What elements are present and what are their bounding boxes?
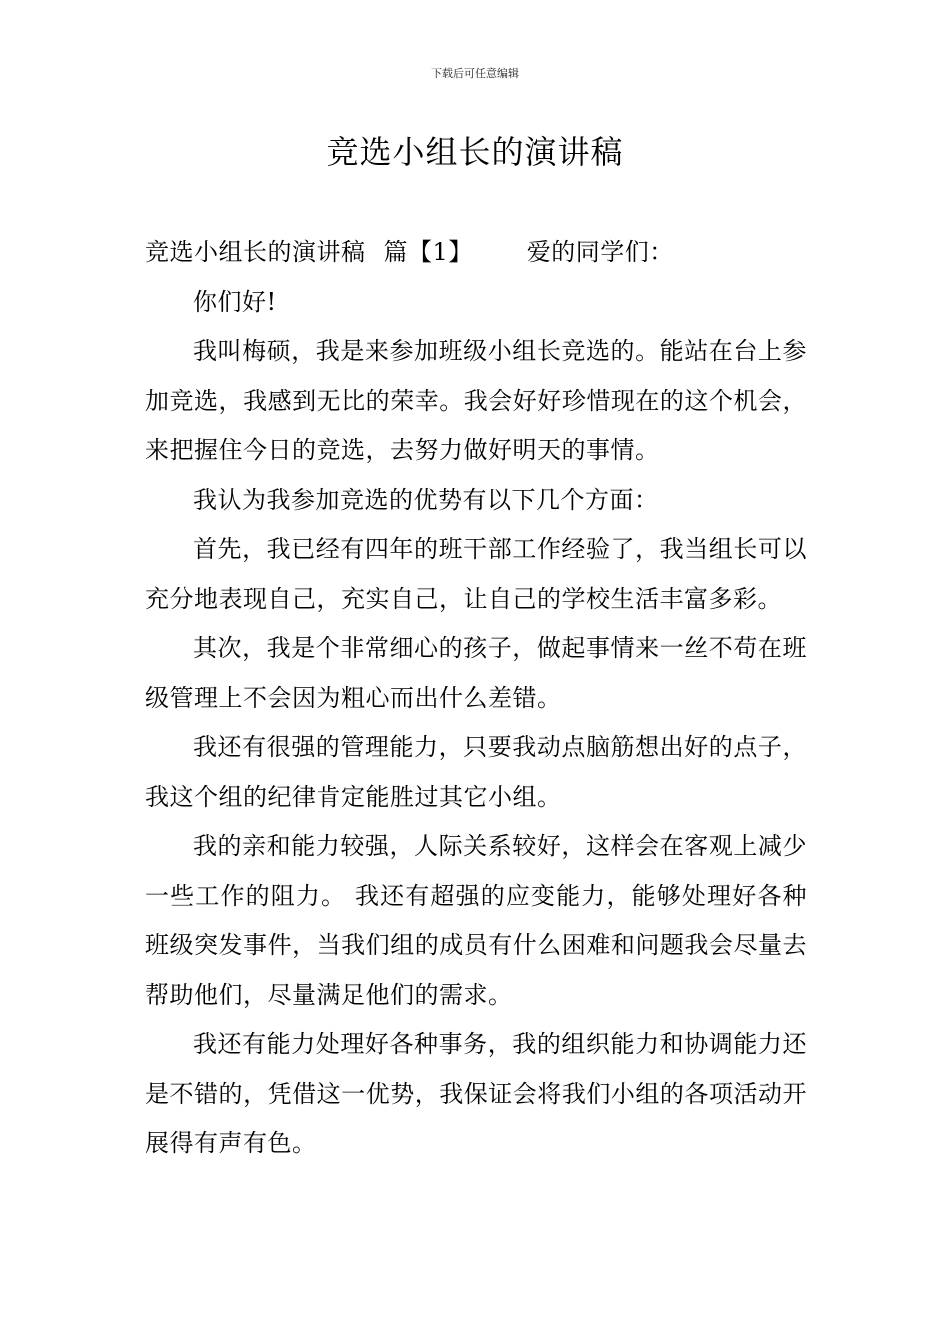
- paragraph-second-advantage: 其次，我是个非常细心的孩子，做起事情来一丝不苟在班级管理上不会因为粗心而出什么差错。: [145, 634, 807, 712]
- header-note: 下载后可任意编辑: [431, 67, 519, 80]
- paragraph-introduction: 我叫梅硕，我是来参加班级小组长竞选的。能站在台上参加竞选，我感到无比的荣幸。我会好好珍惜现在的这个机会，来把握住今日的竞选，去努力做好明天的事情。: [145, 337, 807, 464]
- first-line: [145, 228, 807, 278]
- paragraph-greeting: 你们好!: [193, 287, 277, 316]
- title-reference: 竞选小组长的演讲稿: [145, 238, 366, 266]
- salutation: 爱的同学们：: [526, 238, 674, 266]
- paragraph-social-ability: 我的亲和能力较强，人际关系较好，这样会在客观上减少一些工作的阻力。 我还有超强的应变能力，能够处理好各种班级突发事件，当我们组的成员有什么困难和问题我会尽量去帮助他们，尽量满足他们的需求。: [145, 832, 807, 1009]
- paragraph-organization-ability: 我还有能力处理好各种事务，我的组织能力和协调能力还是不错的，凭借这一优势，我保证会将我们小组的各项活动开展得有声有色。: [145, 1030, 807, 1157]
- section-marker: 篇【1】: [383, 238, 473, 266]
- paragraph-first-advantage: 首先，我已经有四年的班干部工作经验了，我当组长可以充分地表现自己，充实自己，让自己的学校生活丰富多彩。: [145, 535, 807, 613]
- paragraph-management-ability: 我还有很强的管理能力，只要我动点脑筋想出好的点子，我这个组的纪律肯定能胜过其它小组。: [145, 733, 807, 811]
- paragraph-advantages-intro: 我认为我参加竞选的优势有以下几个方面：: [193, 485, 659, 514]
- document-title: 竞选小组长的演讲稿: [326, 133, 624, 171]
- document-body: [145, 228, 807, 1169]
